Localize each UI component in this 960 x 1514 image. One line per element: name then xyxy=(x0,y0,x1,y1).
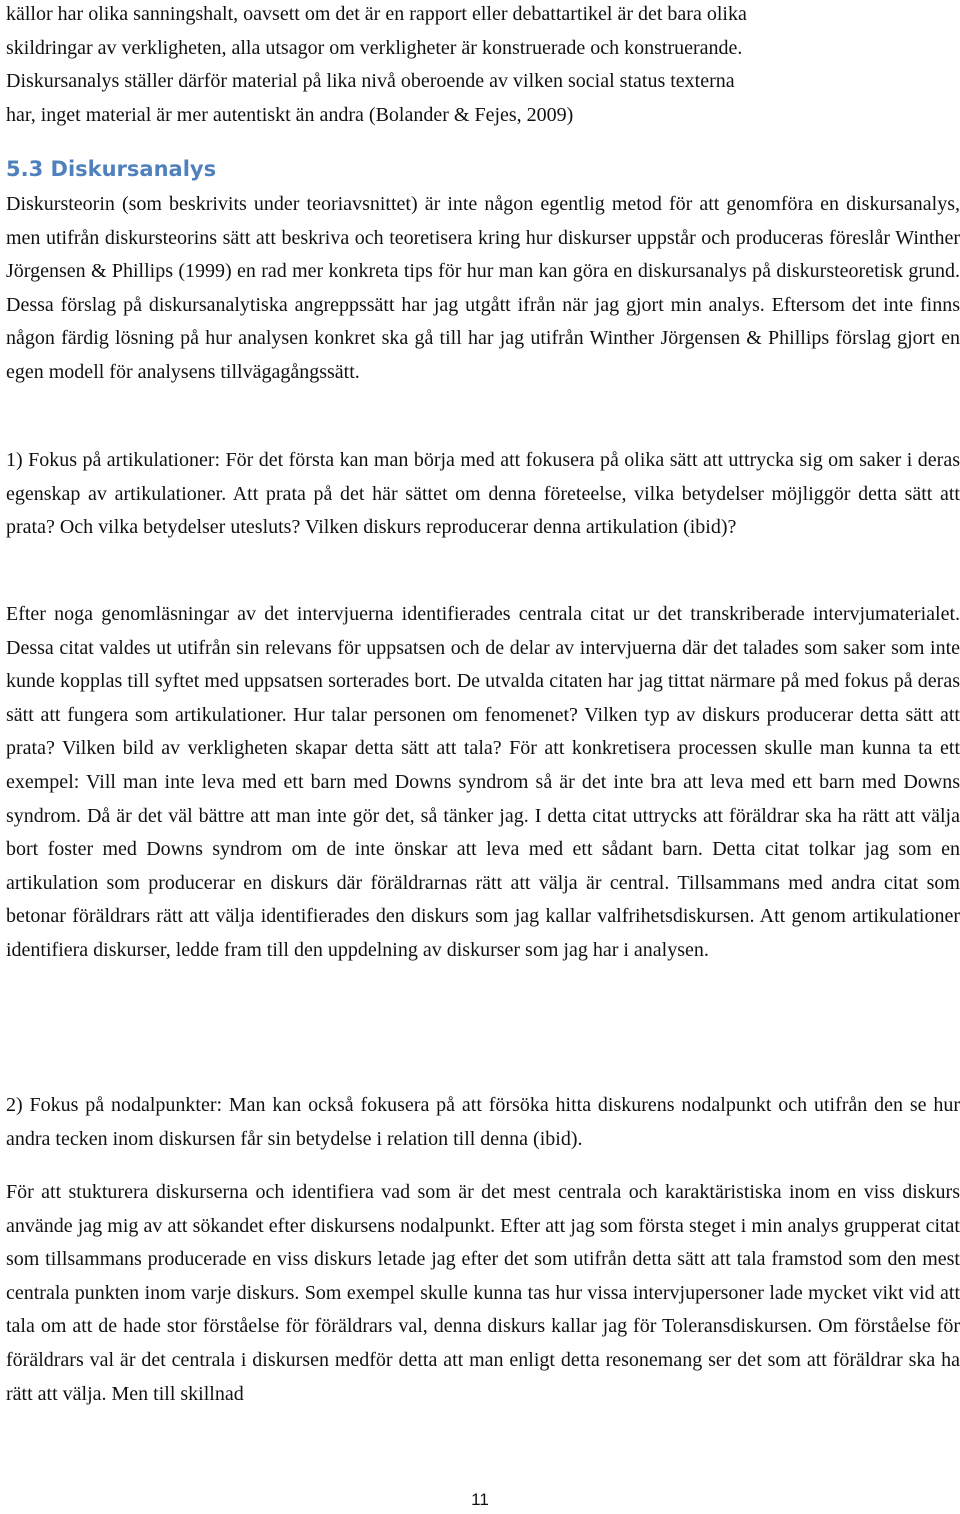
intro-line: Diskursanalys ställer därför material på lika nivå oberoende av vilken social status texterna xyxy=(6,70,735,93)
section-heading: 5.3 Diskursanalys xyxy=(6,157,217,181)
paragraph-nodal-point-analysis: För att stukturera diskurserna och identifiera vad som är det mest centrala och karaktäristiska inom en viss diskurs använde jag mig av att sökandet efter diskursens nodalpunkt. Efter att jag som första steget i min analys grupperat citat som tillsammans producerade en viss diskurs letade jag efter det som utifrån detta sätt att tala framstod som den mest centrala punkten inom varje diskurs. Som exempel skulle kunna tas hur vissa intervjupersoner lade mycket vikt vid att tala om att de hade stor förståelse för föräldrars val, denna diskurs kallar jag för Toleransdiskursen. Om förståelse för föräldrars val är det centrala i diskursen medför detta att man enligt detta resonemang ser det som att föräldrar ska ha rätt att välja. Men till skillnad xyxy=(6,1181,960,1405)
intro-line: har, inget material är mer autentiskt än andra (Bolander & Fejes, 2009) xyxy=(6,103,574,126)
paragraph-focus-nodal-points: 2) Fokus på nodalpunkter: Man kan också fokusera på att försöka hitta diskurens nodalpunkt och utifrån den se hur andra tecken inom diskursen får sin betydelse i relation till denna (ibid). xyxy=(6,1094,960,1150)
paragraph-method-intro: Diskursteorin (som beskrivits under teoriavsnittet) är inte någon egentlig metod för att genomföra en diskursanalys, men utifrån diskursteorins sätt att beskriva och teoretisera kring hur diskurser uppstår och produceras föreslår Winther Jörgensen & Phillips (1999) en rad mer konkreta tips för hur man kan göra en diskursanalys på diskursteoretisk grund. Dessa förslag på diskursanalytiska angreppssätt har jag utgått ifrån när jag gjort min analys. Eftersom det inte finns någon färdig lösning på hur analysen konkret ska gå till har jag utifrån Winther Jörgensen & Phillips förslag gjort en egen modell för analysens tillvägagångssätt. xyxy=(6,193,960,383)
paragraph-focus-articulations: 1) Fokus på artikulationer: För det första kan man börja med att fokusera på olika sätt att uttrycka sig om saker i deras egenskap av artikulationer. Att prata på det här sättet om denna företeelse, vilka betydelser möjliggör detta sätt att prata? Och vilka betydelser utesluts? Vilken diskurs reproducerar denna artikulation (ibid)? xyxy=(6,449,960,539)
page-number: 11 xyxy=(471,1490,489,1509)
paragraph-articulation-analysis: Efter noga genomläsningar av det intervjuerna identifierades centrala citat ur det transkriberade intervjumaterialet. Dessa citat valdes ut utifrån sin relevans för uppsatsen och de delar av intervjuerna där det talades som saker som inte kunde kopplas till syftet med uppsatsen sorterades bort. De utvalda citaten har jag tittat närmare på med fokus på deras sätt att fungera som artikulationer. Hur talar personen om fenomenet? Vilken typ av diskurs producerar detta sätt att prata? Vilken bild av verkligheten skapar detta sätt att tala? För att konkretisera processen skulle man kunna ta ett exempel: Vill man inte leva med ett barn med Downs syndrom så är det inte bra att leva med ett barn med Downs syndrom. Då är det väl bättre att man inte gör det, så tänker jag. I detta citat uttrycks att föräldrar ska ha rätt att välja bort foster med Downs syndrom om de inte önskar att leva med ett sådant barn. Detta citat tolkar jag som en artikulation som producerar en diskurs där föräldrarnas rätt att välja är central. Tillsammans med andra citat som betonar föräldrars rätt att välja identifierades den diskurs som jag kallar valfrihetsdiskursen. Att genom artikulationer identifiera diskurser, ledde fram till den uppdelning av diskurser som jag har i analysen. xyxy=(6,603,960,961)
intro-paragraph xyxy=(6,0,960,132)
intro-line: källor har olika sanningshalt, oavsett om det är en rapport eller debattartikel är det bara olika xyxy=(6,3,747,25)
intro-line: skildringar av verkligheten, alla utsagor om verkligheter är konstruerade och konstruerande. xyxy=(6,36,743,59)
